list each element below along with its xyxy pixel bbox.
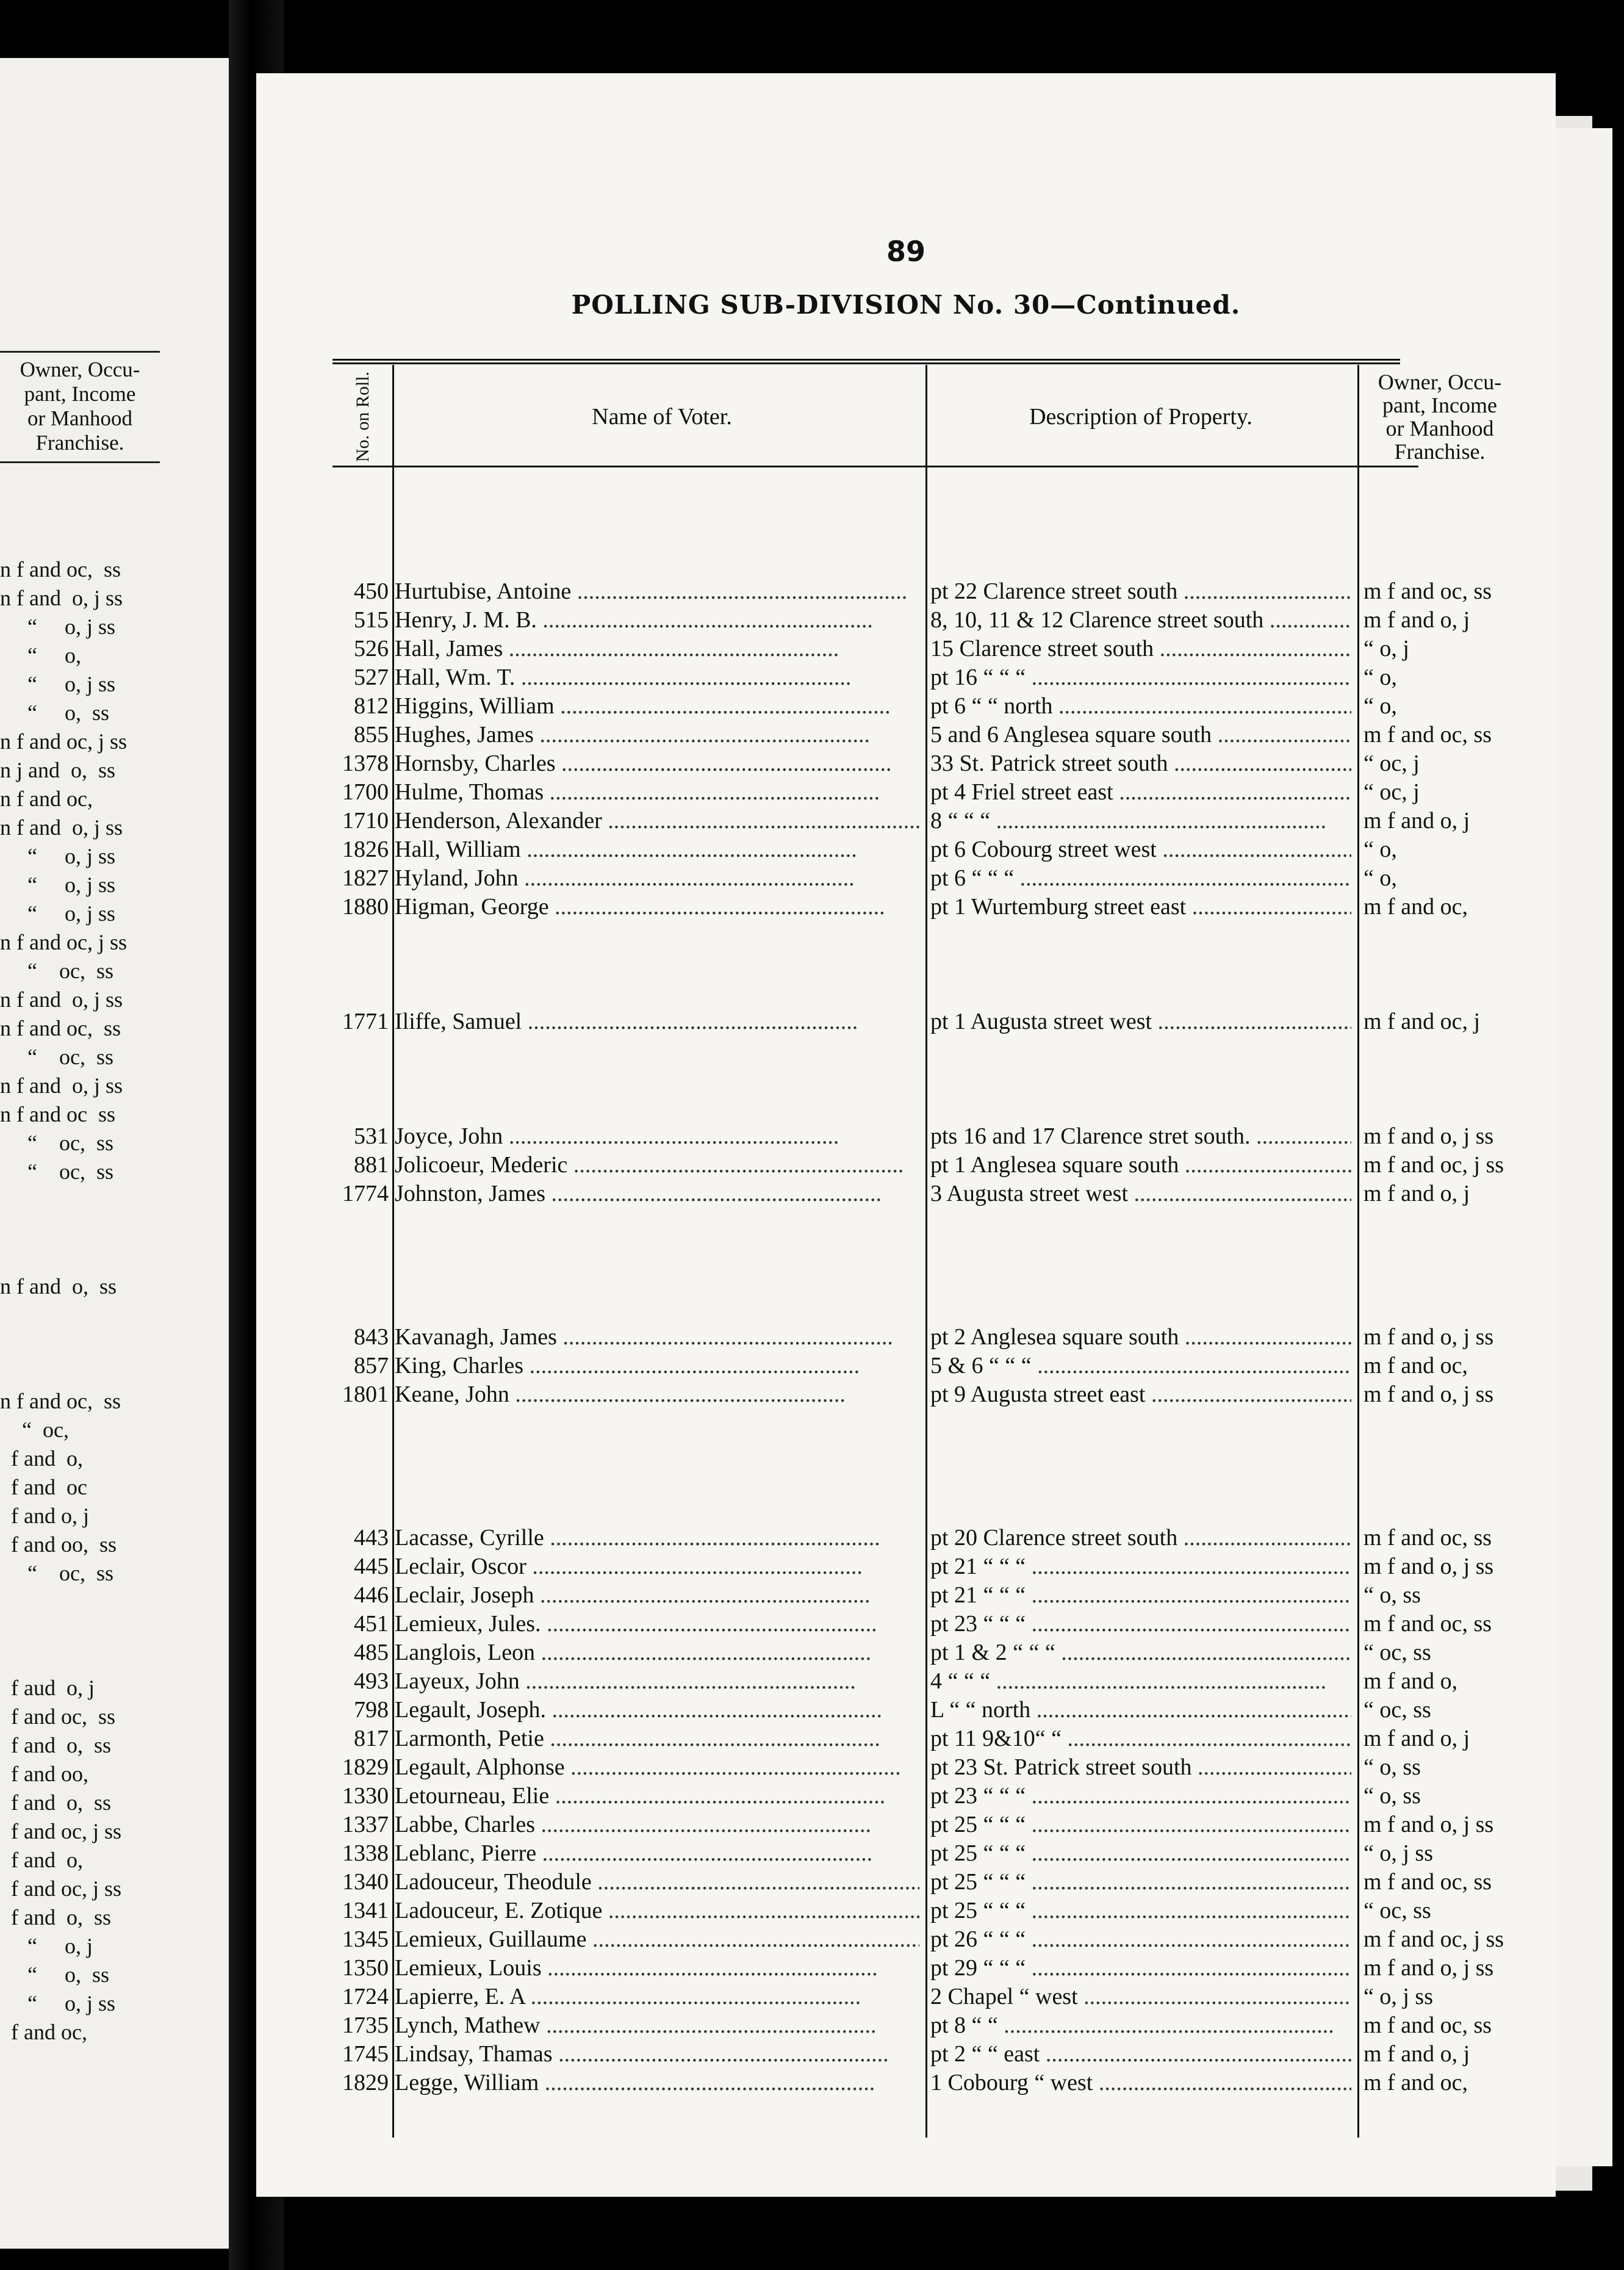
table-row <box>332 1897 1431 1925</box>
franchise-cell: “ o, <box>1364 693 1397 719</box>
left-franchise-entry: f and oc, <box>0 2020 87 2044</box>
franchise-cell: “ o, ss <box>1364 1582 1421 1608</box>
roll-number-cell: 445 <box>354 1554 389 1579</box>
franchise-cell: m f and o, j ss <box>1364 1123 1494 1149</box>
roll-number-cell: 843 <box>354 1324 389 1350</box>
table-row <box>332 1954 1494 1983</box>
table-row <box>332 1839 1433 1868</box>
franchise-cell: m f and oc, ss <box>1364 578 1492 604</box>
voter-name-cell: Letourneau, Elie ..... <box>395 1782 919 1811</box>
roll-number-cell: 1337 <box>342 1812 389 1837</box>
roll-number-cell: 1724 <box>342 1984 389 2009</box>
property-cell: pt 2 Anglesea square south ..... <box>930 1323 1351 1352</box>
table-row <box>332 778 1418 807</box>
roll-number-cell: 451 <box>354 1611 389 1637</box>
left-franchise-entry: “ o, j <box>0 1934 93 1958</box>
roll-number-cell: 1801 <box>342 1382 389 1407</box>
left-franchise-entry: “ oc, ss <box>0 1159 113 1184</box>
franchise-cell: m f and o, j <box>1364 607 1470 633</box>
table-row <box>332 692 1418 721</box>
table-row <box>332 2011 1492 2040</box>
main-page <box>256 73 1556 2197</box>
voter-name-cell: Legault, Alphonse ..... <box>395 1753 919 1782</box>
left-franchise-entry: f and oo, <box>0 1762 88 1786</box>
left-franchise-entry: n f and o, j ss <box>0 586 123 610</box>
table-row <box>332 635 1418 663</box>
header-bottom-rule <box>332 466 1418 467</box>
property-cell: pt 29 “ “ “ ..... <box>930 1954 1351 1983</box>
voter-name-cell: Kavanagh, James ..... <box>395 1323 919 1352</box>
header-franchise-line: pant, Income <box>1382 393 1497 417</box>
table-row <box>332 1811 1494 1839</box>
left-franchise-entry: n f and o, j ss <box>0 815 123 840</box>
roll-number-cell: 1771 <box>342 1009 389 1034</box>
franchise-cell: “ o, j ss <box>1364 1840 1433 1866</box>
voter-name-cell: Ladouceur, E. Zotique ..... <box>395 1897 919 1925</box>
roll-number-cell: 515 <box>354 607 389 633</box>
left-franchise-entry: n f and oc, j ss <box>0 729 127 754</box>
property-cell: 8 “ “ “ ..... <box>930 807 1351 835</box>
property-cell: 2 Chapel “ west ..... <box>930 1983 1351 2011</box>
franchise-cell: m f and o, j ss <box>1364 1382 1494 1407</box>
left-franchise-entry: f and oc, j ss <box>0 1876 121 1901</box>
voter-name-cell: Joyce, John ..... <box>395 1122 919 1151</box>
voter-name-cell: Henderson, Alexander ..... <box>395 807 919 835</box>
table-row <box>332 1552 1494 1581</box>
table-row <box>332 721 1492 749</box>
voter-name-cell: Legault, Joseph. ..... <box>395 1696 919 1724</box>
left-franchise-entry: n f and oc, ss <box>0 557 121 582</box>
left-franchise-entry: “ o, j ss <box>0 901 115 926</box>
roll-number-cell: 1345 <box>342 1926 389 1952</box>
roll-number-cell: 531 <box>354 1123 389 1149</box>
franchise-cell: “ o, j ss <box>1364 1984 1433 2009</box>
left-page-fragment <box>0 58 229 2249</box>
voter-name-cell: Larmonth, Petie ..... <box>395 1724 919 1753</box>
table-row <box>332 1696 1431 1724</box>
roll-number-cell: 527 <box>354 665 389 690</box>
roll-number-cell: 443 <box>354 1525 389 1551</box>
left-franchise-entry: “ oc, <box>0 1418 69 1442</box>
franchise-cell: m f and o, j <box>1364 1181 1470 1206</box>
header-franchise-line: Franchise. <box>1394 439 1486 464</box>
property-cell: pt 1 & 2 “ “ “ ..... <box>930 1638 1351 1667</box>
page-title: POLLING SUB-DIVISION No. 30—Continued. <box>571 290 1241 320</box>
roll-number-cell: 1378 <box>342 751 389 776</box>
left-franchise-entry: f and o, j <box>0 1504 89 1528</box>
left-franchise-entry: f aud o, j <box>0 1676 95 1700</box>
franchise-cell: “ oc, ss <box>1364 1898 1431 1923</box>
voter-name-cell: Hornsby, Charles ..... <box>395 749 919 778</box>
property-cell: pts 16 and 17 Clarence stret south. ..... <box>930 1122 1351 1151</box>
property-cell: pt 20 Clarence street south ..... <box>930 1524 1351 1552</box>
left-franchise-entry: “ o, <box>0 643 81 668</box>
table-row <box>332 2069 1468 2097</box>
voter-name-cell: Leblanc, Pierre ..... <box>395 1839 919 1868</box>
table-row <box>332 1724 1470 1753</box>
left-franchise-entry: f and oc, j ss <box>0 1819 121 1843</box>
left-franchise-entry: “ o, j ss <box>0 844 115 868</box>
table-row <box>332 835 1418 864</box>
property-cell: pt 25 “ “ “ ..... <box>930 1897 1351 1925</box>
table-row <box>332 1180 1470 1208</box>
table-row <box>332 1753 1421 1782</box>
roll-number-cell: 493 <box>354 1668 389 1694</box>
franchise-cell: “ o, ss <box>1364 1754 1421 1780</box>
left-franchise-entry: f and o, <box>0 1848 83 1872</box>
left-franchise-entry: “ oc, ss <box>0 1045 113 1069</box>
property-cell: 1 Cobourg “ west ..... <box>930 2069 1351 2097</box>
header-franchise <box>1357 371 1522 463</box>
left-franchise-entry: “ oc, ss <box>0 959 113 983</box>
left-franchise-entry: “ o, j ss <box>0 614 115 639</box>
header-name: Name of Voter. <box>592 404 732 430</box>
roll-number-cell: 1710 <box>342 808 389 834</box>
voter-name-cell: Layeux, John ..... <box>395 1667 919 1696</box>
property-cell: pt 1 Anglesea square south ..... <box>930 1151 1351 1180</box>
property-cell: L “ “ north ..... <box>930 1696 1351 1724</box>
left-franchise-entry: f and oc, ss <box>0 1704 115 1729</box>
voter-name-cell: King, Charles ..... <box>395 1352 919 1380</box>
property-cell: pt 21 “ “ “ ..... <box>930 1581 1351 1610</box>
franchise-cell: m f and oc, ss <box>1364 1869 1492 1895</box>
roll-number-cell: 812 <box>354 693 389 719</box>
roll-number-cell: 1735 <box>342 2012 389 2038</box>
property-cell: pt 9 Augusta street east ..... <box>930 1380 1351 1409</box>
voter-name-cell: Hulme, Thomas ..... <box>395 778 919 807</box>
property-cell: pt 16 “ “ “ ..... <box>930 663 1351 692</box>
property-cell: pt 2 “ “ east ..... <box>930 2040 1351 2069</box>
franchise-cell: m f and o, j ss <box>1364 1812 1494 1837</box>
property-cell: pt 23 “ “ “ ..... <box>930 1610 1351 1638</box>
voter-name-cell: Lindsay, Thamas ..... <box>395 2040 919 2069</box>
roll-number-cell: 817 <box>354 1726 389 1751</box>
header-franchise-line: Owner, Occu- <box>1378 370 1502 394</box>
property-cell: pt 25 “ “ “ ..... <box>930 1839 1351 1868</box>
roll-number-cell: 1880 <box>342 894 389 920</box>
roll-number-cell: 1774 <box>342 1181 389 1206</box>
voter-name-cell: Lemieux, Louis ..... <box>395 1954 919 1983</box>
property-cell: pt 26 “ “ “ ..... <box>930 1925 1351 1954</box>
property-cell: 15 Clarence street south ..... <box>930 635 1351 663</box>
table-row <box>332 1925 1504 1954</box>
franchise-cell: m f and o, j ss <box>1364 1554 1494 1579</box>
table-row <box>332 606 1470 635</box>
voter-name-cell: Lynch, Mathew ..... <box>395 2011 919 2040</box>
roll-number-cell: 1829 <box>342 2070 389 2095</box>
roll-number-cell: 1341 <box>342 1898 389 1923</box>
voter-name-cell: Lemieux, Jules. ..... <box>395 1610 919 1638</box>
header-roll-number-text: No. on Roll. <box>353 371 373 463</box>
left-franchise-entry: f and o, ss <box>0 1905 111 1930</box>
property-cell: 33 St. Patrick street south ..... <box>930 749 1351 778</box>
property-cell: pt 23 St. Patrick street south ..... <box>930 1753 1351 1782</box>
property-cell: pt 25 “ “ “ ..... <box>930 1811 1351 1839</box>
voter-name-cell: Hall, James ..... <box>395 635 919 663</box>
left-franchise-entry: n f and oc, ss <box>0 1389 121 1413</box>
roll-number-cell: 1829 <box>342 1754 389 1780</box>
roll-number-cell: 1338 <box>342 1840 389 1866</box>
table-row <box>332 663 1418 692</box>
franchise-cell: m f and o, j <box>1364 1726 1470 1751</box>
left-franchise-entry: n f and o, ss <box>0 1274 117 1299</box>
roll-number-cell: 1340 <box>342 1869 389 1895</box>
voter-name-cell: Johnston, James ..... <box>395 1180 919 1208</box>
left-header-line: pant, Income <box>24 382 136 406</box>
property-cell: pt 4 Friel street east ..... <box>930 778 1351 807</box>
franchise-cell: m f and oc, <box>1364 1353 1468 1378</box>
property-cell: pt 1 Augusta street west ..... <box>930 1007 1351 1036</box>
left-header-line: or Manhood <box>27 406 133 430</box>
table-row <box>332 864 1418 893</box>
franchise-cell: “ o, j <box>1364 636 1409 661</box>
voter-name-cell: Ladouceur, Theodule ..... <box>395 1868 919 1897</box>
left-franchise-entry: n j and o, ss <box>0 758 115 782</box>
left-franchise-entry: “ o, j ss <box>0 672 115 696</box>
table-row <box>332 1122 1494 1151</box>
franchise-cell: m f and oc, ss <box>1364 1611 1492 1637</box>
franchise-cell: “ o, ss <box>1364 1783 1421 1809</box>
voter-name-cell: Langlois, Leon ..... <box>395 1638 919 1667</box>
left-franchise-entry: f and o, ss <box>0 1733 111 1757</box>
voter-name-cell: Leclair, Oscor ..... <box>395 1552 919 1581</box>
table-row <box>332 577 1492 606</box>
property-cell: 3 Augusta street west ..... <box>930 1180 1351 1208</box>
roll-number-cell: 855 <box>354 722 389 748</box>
franchise-cell: m f and o, j ss <box>1364 1955 1494 1981</box>
left-franchise-entry: n f and o, j ss <box>0 1073 123 1098</box>
left-header-line: Owner, Occu- <box>20 358 140 381</box>
franchise-cell: m f and oc, j ss <box>1364 1926 1504 1952</box>
property-cell: pt 6 Cobourg street west ..... <box>930 835 1351 864</box>
table-row <box>332 1352 1468 1380</box>
property-cell: pt 23 “ “ “ ..... <box>930 1782 1351 1811</box>
left-franchise-entry: f and oc <box>0 1475 87 1499</box>
roll-number-cell: 798 <box>354 1697 389 1723</box>
roll-number-cell: 1745 <box>342 2041 389 2067</box>
left-franchise-entry: “ o, ss <box>0 701 109 725</box>
franchise-cell: “ o, <box>1364 665 1397 690</box>
franchise-cell: “ oc, ss <box>1364 1640 1431 1665</box>
table-row <box>332 1151 1504 1180</box>
property-cell: pt 6 “ “ “ ..... <box>930 864 1351 893</box>
left-franchise-entry: “ o, j ss <box>0 873 115 897</box>
franchise-cell: m f and oc, j ss <box>1364 1152 1504 1178</box>
roll-number-cell: 1826 <box>342 837 389 862</box>
left-franchise-entry: “ o, ss <box>0 1962 109 1987</box>
property-cell: 5 and 6 Anglesea square south ..... <box>930 721 1351 749</box>
franchise-cell: m f and o, <box>1364 1668 1458 1694</box>
voter-name-cell: Hall, William ..... <box>395 835 919 864</box>
voter-name-cell: Hughes, James ..... <box>395 721 919 749</box>
voter-name-cell: Leclair, Joseph ..... <box>395 1581 919 1610</box>
table-row <box>332 1983 1433 2011</box>
roll-number-cell: 450 <box>354 578 389 604</box>
left-franchise-entry: n f and oc, j ss <box>0 930 127 954</box>
table-row <box>332 1782 1421 1811</box>
left-franchise-header <box>0 351 160 463</box>
franchise-cell: m f and oc, <box>1364 2070 1468 2095</box>
left-franchise-entry: f and oo, ss <box>0 1532 117 1557</box>
roll-number-cell: 857 <box>354 1353 389 1378</box>
left-franchise-entry: “ oc, ss <box>0 1131 113 1155</box>
header-roll-number <box>332 371 393 463</box>
franchise-cell: m f and oc, ss <box>1364 722 1492 748</box>
voter-name-cell: Lemieux, Guillaume ..... <box>395 1925 919 1954</box>
header-franchise-line: or Manhood <box>1385 416 1494 441</box>
table-row <box>332 893 1468 921</box>
voter-name-cell: Henry, J. M. B. ..... <box>395 606 919 635</box>
left-franchise-entry: n f and o, j ss <box>0 987 123 1012</box>
left-franchise-entry: “ oc, ss <box>0 1561 113 1585</box>
table-row <box>332 1323 1494 1352</box>
table-row <box>332 1868 1492 1897</box>
voter-name-cell: Iliffe, Samuel ..... <box>395 1007 919 1036</box>
voter-name-cell: Jolicoeur, Mederic ..... <box>395 1151 919 1180</box>
property-cell: pt 1 Wurtemburg street east ..... <box>930 893 1351 921</box>
voter-name-cell: Hyland, John ..... <box>395 864 919 893</box>
voter-name-cell: Labbe, Charles ..... <box>395 1811 919 1839</box>
left-header-line: Franchise. <box>35 431 124 455</box>
franchise-cell: m f and o, j ss <box>1364 1324 1494 1350</box>
roll-number-cell: 881 <box>354 1152 389 1178</box>
franchise-cell: m f and o, j <box>1364 808 1470 834</box>
table-row <box>332 1007 1481 1036</box>
voter-name-cell: Legge, William ..... <box>395 2069 919 2097</box>
header-property: Description of Property. <box>1029 404 1252 430</box>
table-row <box>332 1667 1458 1696</box>
table-row <box>332 1610 1492 1638</box>
franchise-cell: “ oc, ss <box>1364 1697 1431 1723</box>
roll-number-cell: 1700 <box>342 779 389 805</box>
table-top-rule <box>332 359 1400 364</box>
voter-name-cell: Keane, John ..... <box>395 1380 919 1409</box>
franchise-cell: m f and o, j <box>1364 2041 1470 2067</box>
left-franchise-entry: f and o, <box>0 1446 83 1471</box>
property-cell: 4 “ “ “ ..... <box>930 1667 1351 1696</box>
voter-name-cell: Lapierre, E. A ..... <box>395 1983 919 2011</box>
property-cell: pt 8 “ “ ..... <box>930 2011 1351 2040</box>
voter-name-cell: Higman, George ..... <box>395 893 919 921</box>
table-row <box>332 807 1470 835</box>
roll-number-cell: 1827 <box>342 865 389 891</box>
voter-name-cell: Lacasse, Cyrille ..... <box>395 1524 919 1552</box>
property-cell: pt 25 “ “ “ ..... <box>930 1868 1351 1897</box>
property-cell: 8, 10, 11 & 12 Clarence street south ..... <box>930 606 1351 635</box>
table-row <box>332 1638 1431 1667</box>
roll-number-cell: 1350 <box>342 1955 389 1981</box>
property-cell: pt 11 9&10“ “ ..... <box>930 1724 1351 1753</box>
left-franchise-entry: n f and oc, <box>0 787 93 811</box>
property-cell: pt 6 “ “ north ..... <box>930 692 1351 721</box>
page-number: 89 <box>886 235 925 268</box>
table-row <box>332 1380 1494 1409</box>
franchise-cell: m f and oc, ss <box>1364 2012 1492 2038</box>
voter-name-cell: Hall, Wm. T. ..... <box>395 663 919 692</box>
franchise-cell: “ o, <box>1364 837 1397 862</box>
property-cell: pt 21 “ “ “ ..... <box>930 1552 1351 1581</box>
property-cell: 5 & 6 “ “ “ ..... <box>930 1352 1351 1380</box>
roll-number-cell: 526 <box>354 636 389 661</box>
franchise-cell: m f and oc, j <box>1364 1009 1481 1034</box>
roll-number-cell: 1330 <box>342 1783 389 1809</box>
table-row <box>332 2040 1470 2069</box>
left-franchise-entry: n f and oc ss <box>0 1102 115 1126</box>
table-row <box>332 749 1418 778</box>
franchise-cell: m f and oc, <box>1364 894 1468 920</box>
roll-number-cell: 485 <box>354 1640 389 1665</box>
left-franchise-entry: n f and oc, ss <box>0 1016 121 1040</box>
property-cell: pt 22 Clarence street south ..... <box>930 577 1351 606</box>
voter-name-cell: Higgins, William ..... <box>395 692 919 721</box>
franchise-cell: “ oc, j <box>1364 779 1420 805</box>
left-franchise-entry: f and o, ss <box>0 1790 111 1815</box>
franchise-cell: “ oc, j <box>1364 751 1420 776</box>
table-row <box>332 1524 1492 1552</box>
roll-number-cell: 446 <box>354 1582 389 1608</box>
voter-name-cell: Hurtubise, Antoine ..... <box>395 577 919 606</box>
left-franchise-entry: “ o, j ss <box>0 1991 115 2016</box>
franchise-cell: “ o, <box>1364 865 1397 891</box>
table-row <box>332 1581 1421 1610</box>
franchise-cell: m f and oc, ss <box>1364 1525 1492 1551</box>
